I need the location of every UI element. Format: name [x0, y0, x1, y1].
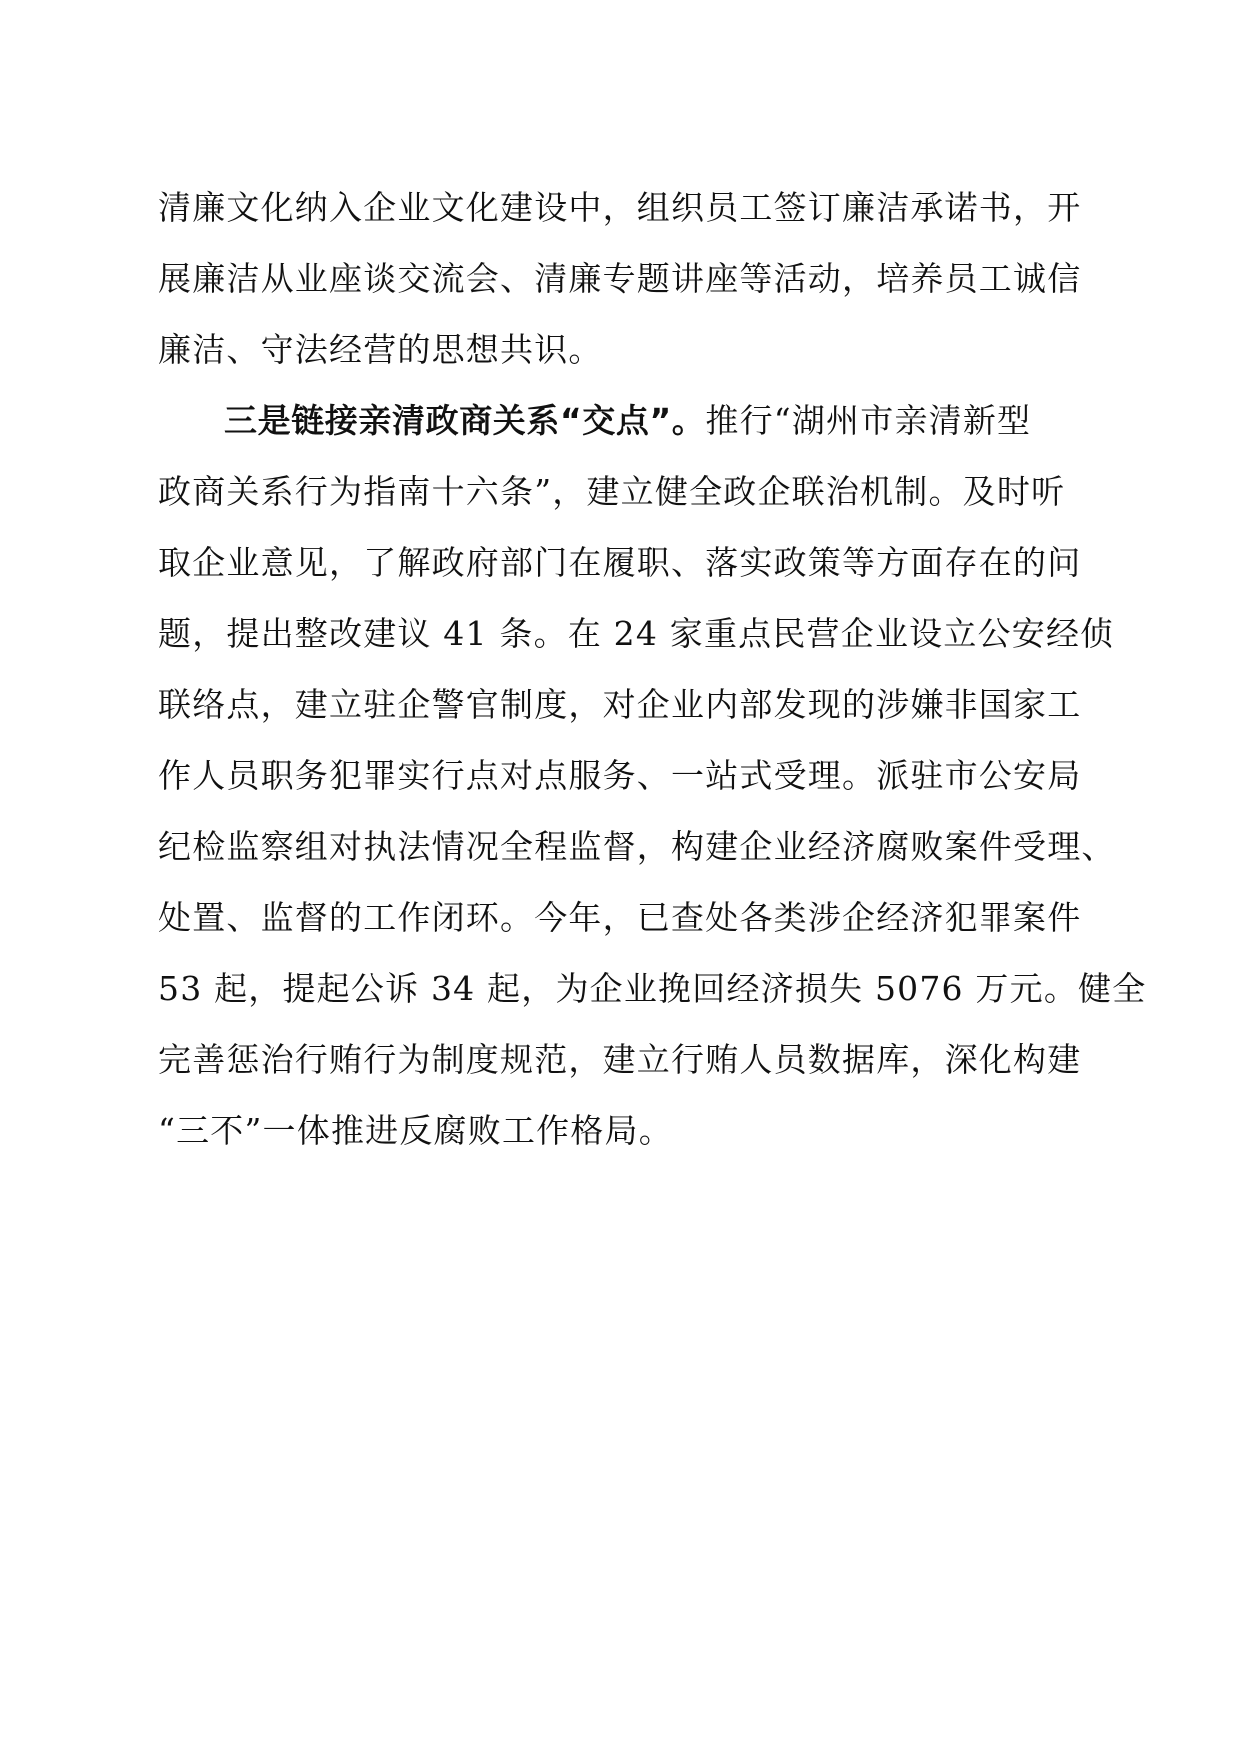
- paragraph-lead-heading: 三是链接亲清政商关系“交点”。: [224, 401, 706, 440]
- paragraph-line-rest: 推行“湖州市亲清新型: [705, 401, 1032, 440]
- paragraph-2: [158, 398, 1147, 1179]
- paragraph-line: 联络点，建立驻企警官制度，对企业内部发现的涉嫌非国家工: [158, 685, 1082, 724]
- paragraph-line: 政商关系行为指南十六条”，建立健全政企联治机制。及时听: [158, 472, 1066, 511]
- document-body: [158, 185, 1147, 1179]
- paragraph-line: 题，提出整改建议 41 条。在 24 家重点民营企业设立公安经侦: [158, 614, 1115, 653]
- paragraph-line: 取企业意见，了解政府部门在履职、落实政策等方面存在的问: [158, 543, 1082, 582]
- paragraph-line: “三不”一体推进反腐败工作格局。: [158, 1111, 673, 1150]
- paragraph-line: 展廉洁从业座谈交流会、清廉专题讲座等活动，培养员工诚信: [158, 259, 1082, 298]
- paragraph-line: 53 起，提起公诉 34 起，为企业挽回经济损失 5076 万元。健全: [158, 969, 1147, 1008]
- paragraph-line: 完善惩治行贿行为制度规范，建立行贿人员数据库，深化构建: [158, 1040, 1082, 1079]
- paragraph-line: 清廉文化纳入企业文化建设中，组织员工签订廉洁承诺书，开: [158, 188, 1082, 227]
- paragraph-line: 处置、监督的工作闭环。今年，已查处各类涉企经济犯罪案件: [158, 898, 1082, 937]
- paragraph-line: 纪检监察组对执法情况全程监督，构建企业经济腐败案件受理、: [158, 827, 1116, 866]
- paragraph-first-line: [158, 398, 1078, 469]
- paragraph-line: 作人员职务犯罪实行点对点服务、一站式受理。派驻市公安局: [158, 756, 1082, 795]
- paragraph-line: 廉洁、守法经营的思想共识。: [158, 330, 603, 369]
- paragraph-1: [158, 185, 1082, 398]
